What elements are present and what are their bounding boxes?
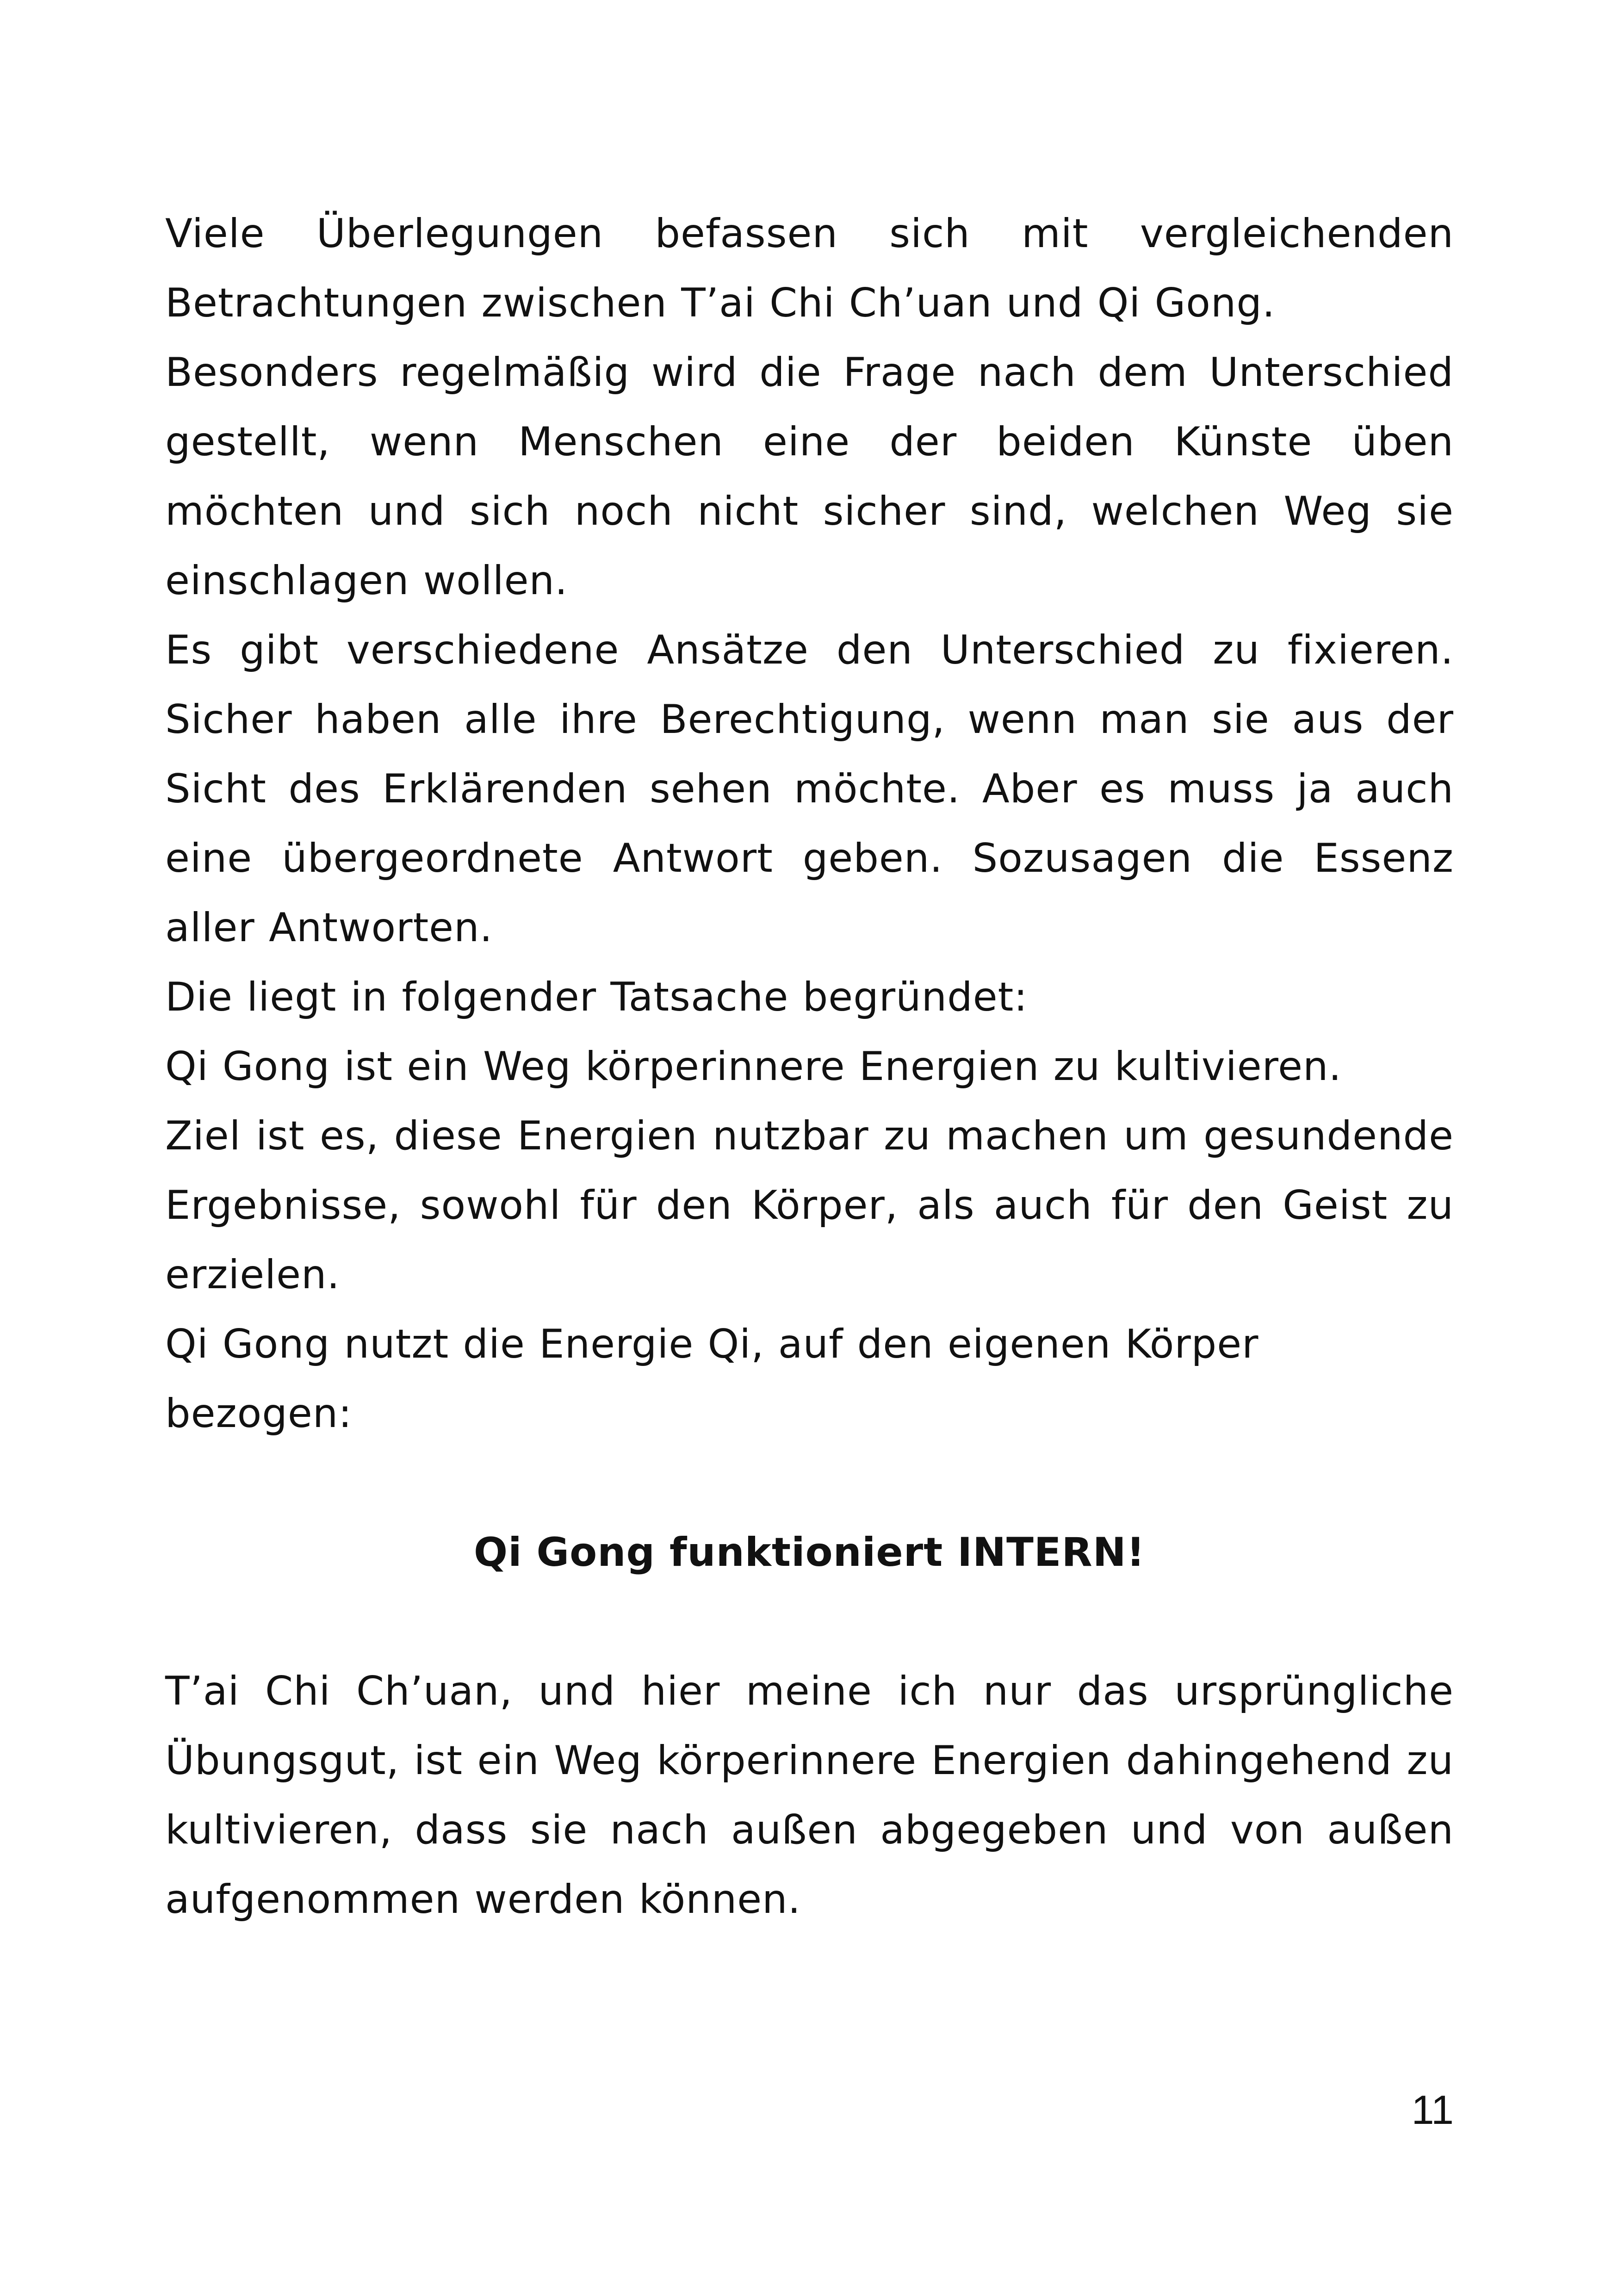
section-heading: Qi Gong funktioniert INTERN! bbox=[474, 1529, 1145, 1576]
page-content bbox=[165, 199, 1454, 1934]
paragraph-qigong-definition: Qi Gong ist ein Weg körperinnere Energien zu kultivieren. bbox=[165, 1043, 1342, 1090]
paragraph-approaches: Es gibt verschiedene Ansätze den Unterschied zu fixieren. Sicher haben alle ihre Berechtigung, wenn man sie aus der Sicht des Erklärenden sehen möchte. Aber es muss ja auch eine übergeordnete Antwort geben. Sozusagen die Essenz aller Antworten. bbox=[165, 627, 1454, 951]
paragraph-qi-usage: Qi Gong nutzt die Energie Qi, auf den eigenen Körper bezogen: bbox=[165, 1321, 1259, 1437]
paragraph-question: Besonders regelmäßig wird die Frage nach dem Unterschied gestellt, wenn Menschen eine der beiden Künste üben möchten und sich noch nicht sicher sind, welchen Weg sie einschlagen wollen. bbox=[165, 349, 1454, 604]
paragraph-goal: Ziel ist es, diese Energien nutzbar zu machen um gesundende Ergebnisse, sowohl für den Körper, als auch für den Geist zu erzielen. bbox=[165, 1113, 1454, 1298]
page-number: 11 bbox=[1411, 2087, 1454, 2133]
paragraph-taichi: T’ai Chi Ch’uan, und hier meine ich nur das ursprüngliche Übungsgut, ist ein Weg körperinnere Energien dahingehend zu kultivieren, dass sie nach außen abgegeben und von außen aufgenommen werden können. bbox=[165, 1668, 1454, 1923]
paragraph-intro: Viele Überlegungen befassen sich mit vergleichenden Betrachtungen zwischen T’ai Chi Ch’uan und Qi Gong. bbox=[165, 211, 1454, 326]
paragraph-reason: Die liegt in folgender Tatsache begründet: bbox=[165, 974, 1028, 1020]
